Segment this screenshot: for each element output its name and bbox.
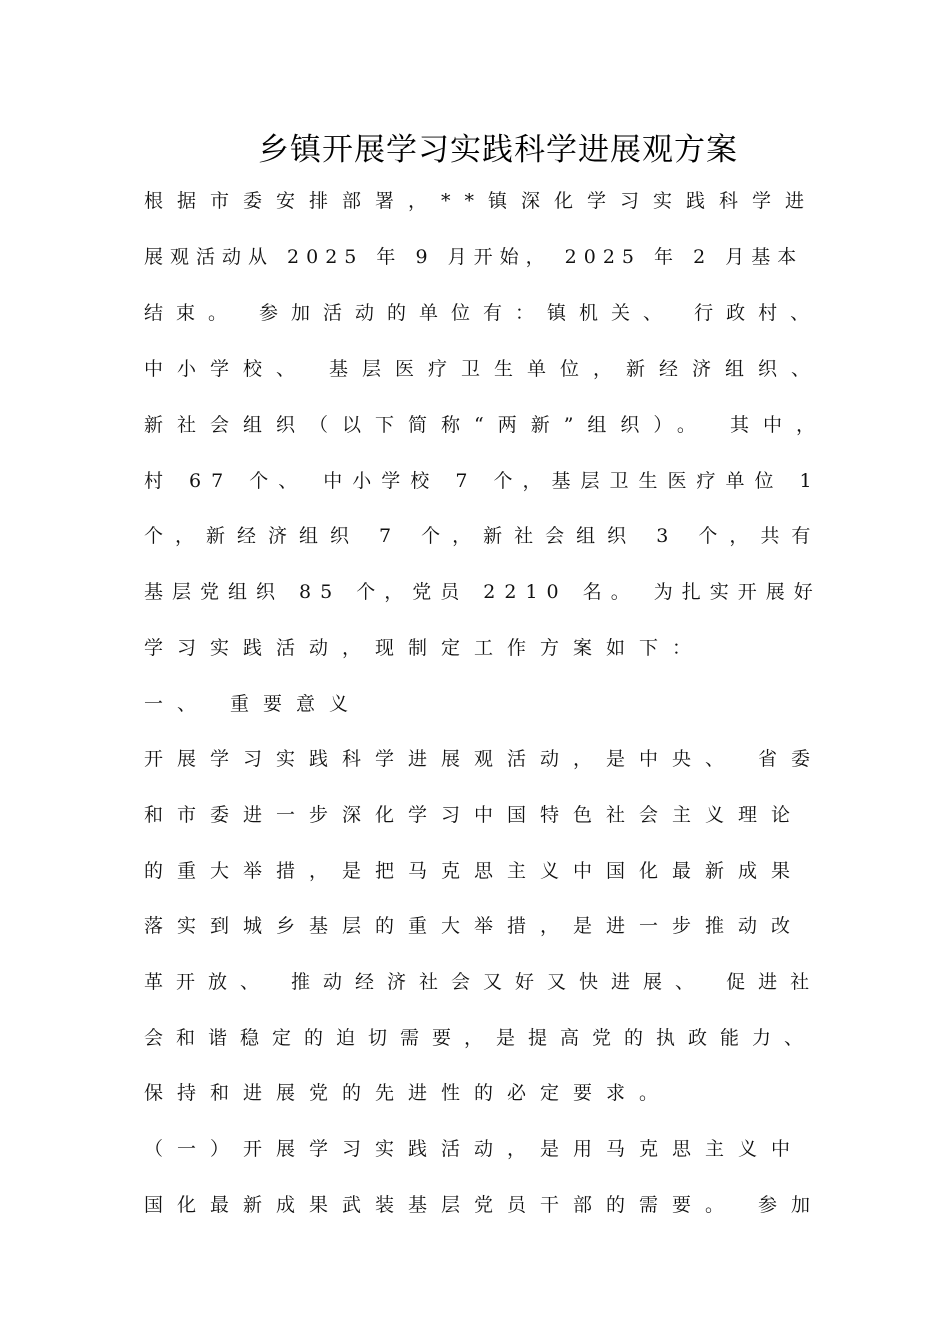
body-line: 学习实践活动，现制定工作方案如下： xyxy=(144,637,706,659)
body-line: 会和谐稳定的迫切需要，是提高党的执政能力、 xyxy=(144,1027,817,1049)
body-line: 个，新经济组织 7 个，新社会组织 3 个，共有 xyxy=(144,525,823,547)
body-line: 的重大举措，是把马克思主义中国化最新成果 xyxy=(144,860,805,882)
body-line: 结束。 参加活动的单位有：镇机关、 行政村、 xyxy=(144,302,823,324)
body-line: 落实到城乡基层的重大举措，是进一步推动改 xyxy=(144,915,805,937)
section-heading: 一、 重要意义 xyxy=(144,693,363,715)
body-line: 基层党组织 85 个，党员 2210 名。 为扎实开展好 xyxy=(144,581,822,603)
body-line: 根据市委安排部署，**镇深化学习实践科学进 xyxy=(144,190,819,212)
subsection-heading: （一）开展学习实践活动，是用马克思主义中 xyxy=(144,1138,805,1160)
body-line: 和市委进一步深化学习中国特色社会主义理论 xyxy=(144,804,805,826)
body-line: 保持和进展党的先进性的必定要求。 xyxy=(144,1082,673,1104)
body-line: 国化最新成果武装基层党员干部的需要。 参加 xyxy=(144,1194,825,1216)
body-line: 村 67 个、 中小学校 7 个，基层卫生医疗单位 1 xyxy=(144,470,822,492)
body-line: 新社会组织（以下简称“两新”组织）。 其中， xyxy=(144,414,829,436)
body-line: 开展学习实践科学进展观活动，是中央、 省委 xyxy=(144,748,825,770)
body-line: 革开放、 推动经济社会又好又快进展、 促进社 xyxy=(144,971,823,993)
document-title: 乡镇开展学习实践科学进展观方案 xyxy=(258,132,738,168)
body-line: 中小学校、 基层医疗卫生单位，新经济组织、 xyxy=(144,358,825,380)
body-line: 展观活动从 2025 年 9 月开始， 2025 年 2 月基本 xyxy=(144,246,804,268)
